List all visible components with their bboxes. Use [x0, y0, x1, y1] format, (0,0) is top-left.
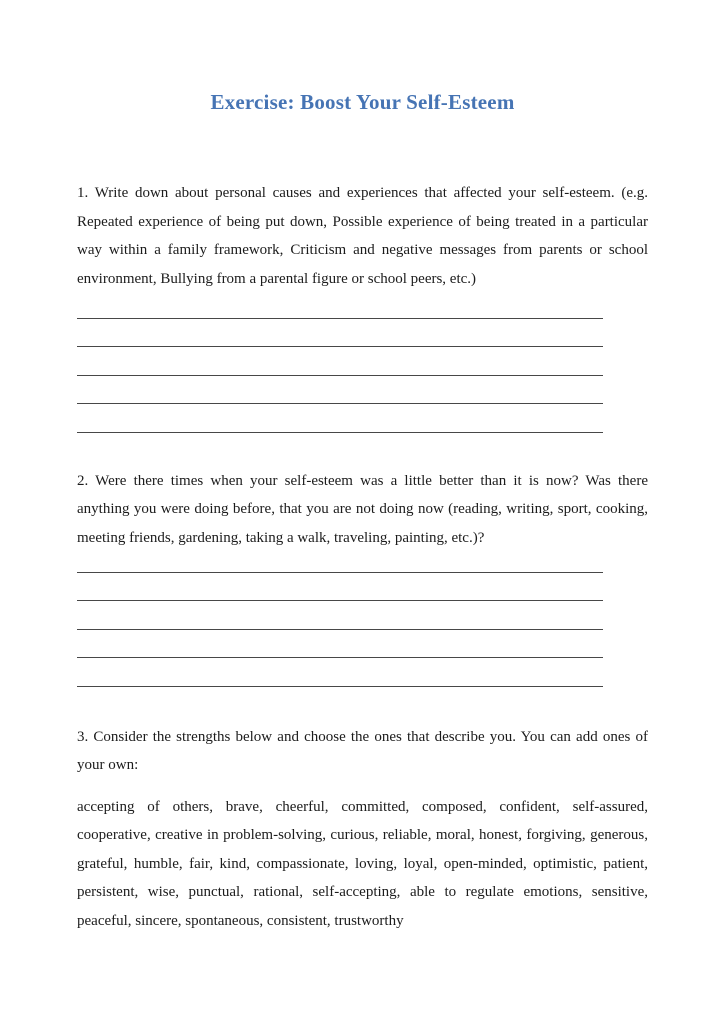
question-2-answer-lines: [77, 544, 603, 687]
answer-line[interactable]: [77, 573, 603, 602]
answer-line[interactable]: [77, 347, 603, 376]
answer-line[interactable]: [77, 376, 603, 405]
answer-line[interactable]: [77, 290, 603, 319]
question-2-prompt: 2. Were there times when your self-esteem was a little better than it is now? Was there anything you were doing before, that you are not doing now (reading, writing, sport, cooking, meeting friends, gardening, taking a walk, traveling, painting, etc.)?: [77, 472, 648, 546]
strengths-list: accepting of others, brave, cheerful, committed, composed, confident, self-assured, cooperative, creative in problem-solving, curious, reliable, moral, honest, forgiving, generous, grateful, humble, fair, kind, compassionate, loving, loyal, open-minded, optimistic, patient, persistent, wise, punctual, rational, self-accepting, able to regulate emotions, sensitive, peaceful, sincere, spontaneous, consistent, trustworthy: [77, 798, 648, 929]
question-3-prompt: 3. Consider the strengths below and choose the ones that describe you. You can add ones of your own:: [77, 728, 648, 773]
question-1-answer-lines: [77, 290, 603, 433]
page-title: Exercise: Boost Your Self-Esteem: [210, 90, 515, 114]
page-content: [0, 89, 725, 935]
question-1-prompt: 1. Write down about personal causes and experiences that affected your self-esteem. (e.g. Repeated experience of being put down, Possible experience of being treated in a particular way within a family framework, Criticism and negative messages from parents or school environment, Bullying from a parental figure or school peers, etc.): [77, 185, 648, 287]
answer-line[interactable]: [77, 601, 603, 630]
answer-line[interactable]: [77, 630, 603, 659]
answer-line[interactable]: [77, 658, 603, 687]
answer-line[interactable]: [77, 319, 603, 348]
answer-line[interactable]: [77, 404, 603, 433]
